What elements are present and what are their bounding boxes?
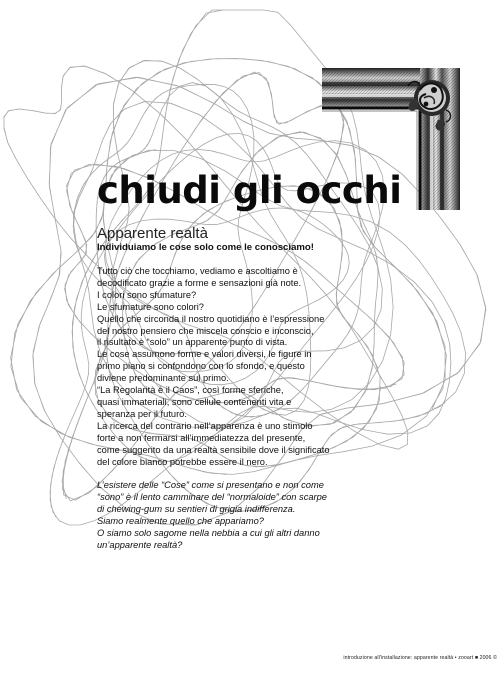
paragraph-spacer <box>97 468 367 480</box>
body-line: del nostro pensiero che miscela conscio e inconscio, <box>97 325 314 336</box>
italic-line: “sono” è il lento camminare del “normaloide” con scarpe <box>97 492 327 503</box>
italic-line: un’apparente realtà? <box>97 539 183 550</box>
italic-line: Siamo realmente quello che appariamo? <box>97 516 264 527</box>
body-text <box>97 266 367 552</box>
footer-credit: introduzione all'installazione: apparente realtà • zooart ■ 2006 © <box>343 655 497 661</box>
body-line: come suggerito da una realtà sensibile dove il significato <box>97 444 330 455</box>
body-line: “La Regolarità è il Caos”, così forme sferiche, <box>97 385 284 396</box>
body-line: forte a non fermarsi all’immediatezza del presente, <box>97 432 306 443</box>
body-line: quasi immateriali, sono cellule contenenti vita e <box>97 396 292 407</box>
body-line: Quello che circonda il nostro quotidiano è l’espressione <box>97 313 325 324</box>
body-line: I colori sono sfumature? <box>97 289 197 300</box>
body-line: decodificato grazie a forme e sensazioni già note. <box>97 277 302 288</box>
page-title: chiudi gli occhi <box>97 169 402 212</box>
body-line: Le cose assumono forme e valori diversi, le figure in <box>97 349 312 360</box>
body-line: diviene predominante sul primo. <box>97 373 229 384</box>
body-line: La ricerca del contrario nell’apparenza è uno stimolo <box>97 420 313 431</box>
body-line: del colore bianco potrebbe essere il nero. <box>97 456 268 467</box>
italic-line: L’esistere delle “Cose” come si presentano e non come <box>97 480 324 491</box>
body-line: speranza per il futuro. <box>97 408 187 419</box>
italic-line: di chewing-gum su sentieri di grigia indifferenza. <box>97 504 296 515</box>
body-line: il risultato è “solo” un apparente punto di vista. <box>97 337 288 348</box>
italic-line: O siamo solo sagome nella nebbia a cui gli altri danno <box>97 527 320 538</box>
section-subtitle: Apparente realtà <box>97 225 208 242</box>
body-line: primo piano si confondono con lo sfondo, e questo <box>97 361 305 372</box>
body-line: Le sfumature sono colori? <box>97 301 204 312</box>
body-line: Tutto ciò che tocchiamo, vediamo e ascoltiamo è <box>97 266 298 276</box>
tagline: Individuiamo le cose solo come le conosciamo! <box>97 242 314 253</box>
